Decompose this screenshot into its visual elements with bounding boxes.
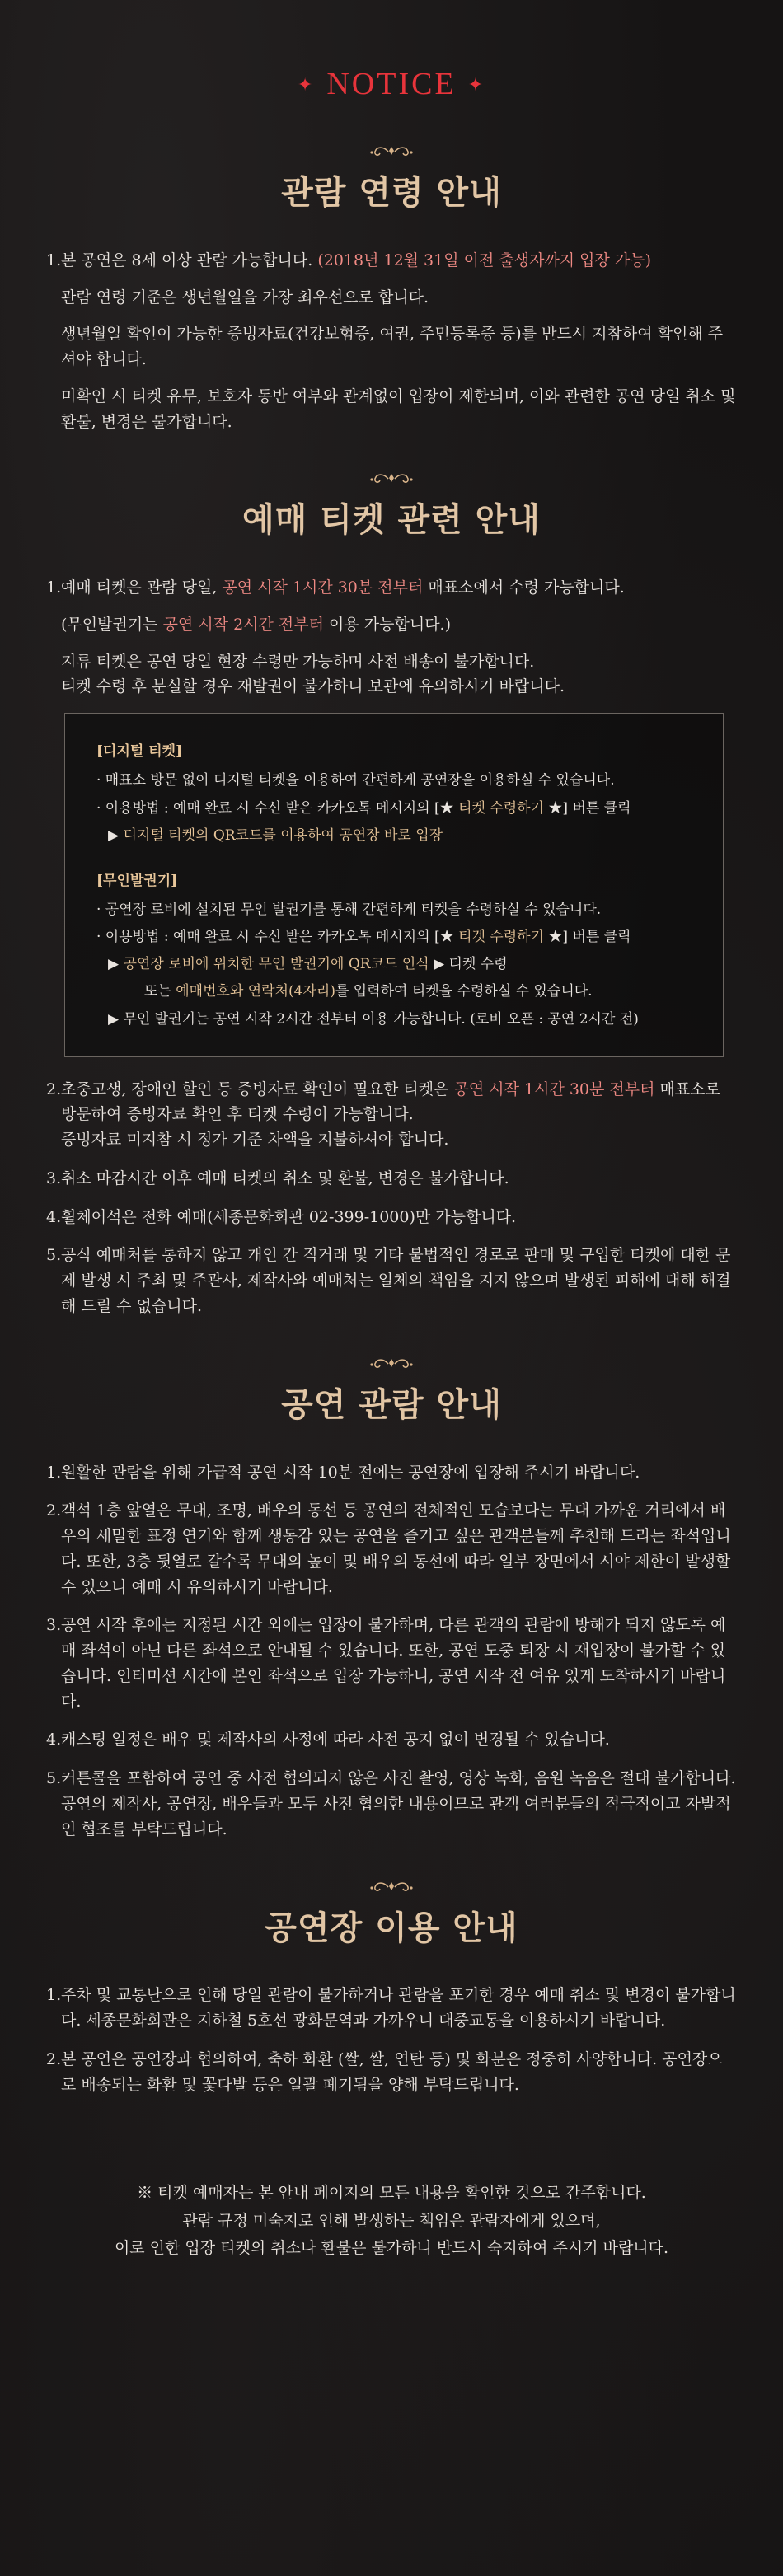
list-item xyxy=(46,1983,737,2034)
list-item xyxy=(46,1766,737,1842)
highlight-text: 공연 시작 1시간 30분 전부터 xyxy=(222,578,424,597)
list-item xyxy=(46,1243,737,1318)
box-line: ▶ 무인 발권기는 공연 시작 2시간 전부터 이용 가능합니다. (로비 오픈 : 공연 2시간 전) xyxy=(108,1010,639,1028)
footer-line: 관람 규정 미숙지로 인해 발생하는 책임은 관람자에게 있으며, xyxy=(182,2211,601,2230)
item-text: 취소 마감시간 이후 예매 티켓의 취소 및 환불, 변경은 불가합니다. xyxy=(61,1169,509,1187)
item-number: 2. xyxy=(46,1501,62,1520)
box-line: · 공연장 로비에 설치된 무인 발권기를 통해 간편하게 티켓을 수령하실 수 있습니다. xyxy=(96,901,602,918)
section-title: 예매 티켓 관련 안내 xyxy=(242,500,541,540)
item-text: 매표소로 방문하여 증빙자료 확인 후 티켓 수령이 가능합니다. xyxy=(61,1080,720,1124)
footer-line: ※ 티켓 예매자는 본 안내 페이지의 모든 내용을 확인한 것으로 간주합니다. xyxy=(137,2184,646,2203)
item-number: 1. xyxy=(46,251,62,269)
item-text: 공식 예매처를 통하지 않고 개인 간 직거래 및 기타 불법적인 경로로 판매 및 구입한 티켓에 대한 문제 발생 시 주최 및 주관사, 제작사와 예매처는 일체의 책임을 지지 않으며 발생된 피해에 대해 해결해 드릴 수 없습니다. xyxy=(61,1246,731,1316)
list-item xyxy=(46,575,737,700)
section-ticket xyxy=(46,471,737,1318)
section-title: 공연 관람 안내 xyxy=(281,1384,502,1424)
highlight-text: 공연 시작 1시간 30분 전부터 xyxy=(453,1080,655,1098)
item-text: (무인발권기는 xyxy=(61,615,163,634)
notice-header xyxy=(46,0,737,107)
ornament-icon xyxy=(365,471,418,489)
item-text: 객석 1층 앞열은 무대, 조명, 배우의 동선 등 공연의 전체적인 모습보다는 무대 가까운 거리에서 배우의 세밀한 표정 연기와 함께 생동감 있는 공연을 즐기고 싶은 관객분들께 추천해 드리는 좌석입니다. 또한, 3층 뒷열로 갈수록 무대의 높이 및 배우의 동선에 따라 일부 장면에서 시야 제한이 발생할 수 있으니 예매 시 유의하시기 바랍니다. xyxy=(61,1501,731,1596)
list-item xyxy=(46,1077,737,1153)
list-item xyxy=(46,1166,737,1192)
footer-note xyxy=(46,2180,737,2262)
highlight-text: (2018년 12월 31일 이전 출생자까지 입장 가능) xyxy=(317,251,652,269)
box-line: · 이용방법 : 예매 완료 시 수신 받은 카카오톡 메시지의 [★ 티켓 수령하기 ★] 버튼 클릭 xyxy=(96,929,631,946)
sparkle-icon: ✦ xyxy=(467,74,486,95)
kiosk-heading: [무인발권기] xyxy=(96,872,178,889)
section-age xyxy=(46,143,737,434)
list-item xyxy=(46,1460,737,1486)
list-item xyxy=(46,1498,737,1599)
footer-line: 이로 인한 입장 티켓의 취소나 환불은 불가하니 반드시 숙지하여 주시기 바랍니다. xyxy=(114,2238,669,2257)
item-number: 5. xyxy=(46,1246,62,1265)
list-item xyxy=(46,2047,737,2098)
item-number: 5. xyxy=(46,1769,62,1788)
item-number: 3. xyxy=(46,1169,62,1187)
notice-title: NOTICE xyxy=(326,67,457,101)
item-text: 미확인 시 티켓 유무, 보호자 동반 여부와 관계없이 입장이 제한되며, 이와 관련한 공연 당일 취소 및 환불, 변경은 불가합니다. xyxy=(61,386,736,431)
item-text: 매표소에서 수령 가능합니다. xyxy=(423,578,625,597)
item-text: 휠체어석은 전화 예매(세종문화회관 02-399-1000)만 가능합니다. xyxy=(61,1207,517,1226)
item-number: 1. xyxy=(46,1463,62,1482)
item-text: 예매 티켓은 관람 당일, xyxy=(61,578,223,597)
item-text: 초중고생, 장애인 할인 등 증빙자료 확인이 필요한 티켓은 xyxy=(61,1080,454,1098)
box-line: · 이용방법 : 예매 완료 시 수신 받은 카카오톡 메시지의 [★ 티켓 수령하기 ★] 버튼 클릭 xyxy=(96,799,631,817)
item-text: 캐스팅 일정은 배우 및 제작사의 사정에 따라 사전 공지 없이 변경될 수 있습니다. xyxy=(61,1731,610,1749)
item-text: 본 공연은 8세 이상 관람 가능합니다. xyxy=(61,251,318,269)
item-text: 생년월일 확인이 가능한 증빙자료(건강보험증, 여권, 주민등록증 등)를 반드시 지참하여 확인해 주셔야 합니다. xyxy=(61,325,724,369)
item-text: 티켓 수령 후 분실할 경우 재발권이 불가하니 보관에 유의하시기 바랍니다. xyxy=(61,677,565,696)
section-title: 관람 연령 안내 xyxy=(281,173,502,212)
list-item xyxy=(46,1613,737,1714)
highlight-text: 공연 시작 2시간 전부터 xyxy=(162,615,324,634)
list-item xyxy=(46,1205,737,1230)
ticket-info-box xyxy=(64,713,724,1056)
item-text: 공연 시작 후에는 지정된 시간 외에는 입장이 불가하며, 다른 관객의 관람에 방해가 되지 않도록 예매 좌석이 아닌 다른 좌석으로 안내될 수 있습니다. 또한, 공연 도중 퇴장 시 재입장이 불가할 수 있습니다. 인터미션 시간에 본인 좌석으로 입장 가능하니, 공연 시작 전 여유 있게 도착하시기 바랍니다. xyxy=(61,1616,726,1711)
item-number: 2. xyxy=(46,1080,62,1098)
box-line: · 매표소 방문 없이 디지털 티켓을 이용하여 간편하게 공연장을 이용하실 수 있습니다. xyxy=(96,772,615,789)
item-number: 2. xyxy=(46,2049,62,2068)
box-line: ▶ 공연장 로비에 위치한 무인 발권기에 QR코드 인식 ▶ 티켓 수령 xyxy=(108,956,508,973)
ornament-icon xyxy=(365,1356,418,1374)
ornament-icon xyxy=(365,143,418,162)
item-text: 커튼콜을 포함하여 공연 중 사전 협의되지 않은 사진 촬영, 영상 녹화, 음원 녹음은 절대 불가합니다. 공연의 제작사, 공연장, 배우들과 모두 사전 협의한 내용이므로 관객 여러분들의 적극적이고 자발적인 협조를 부탁드립니다. xyxy=(61,1769,736,1838)
item-number: 4. xyxy=(46,1731,62,1749)
item-text: 지류 티켓은 공연 당일 현장 수령만 가능하며 사전 배송이 불가합니다. xyxy=(61,652,535,671)
box-line: 또는 예매번호와 연락처(4자리)를 입력하여 티켓을 수령하실 수 있습니다. xyxy=(144,983,593,1000)
item-text: 본 공연은 공연장과 협의하여, 축하 화환 (쌀, 쌀, 연탄 등) 및 화분은 정중히 사양합니다. 공연장으로 배송되는 화환 및 꽃다발 등은 일괄 폐기됨을 양해 부탁드립니다. xyxy=(61,2049,723,2094)
box-line: ▶ 디지털 티켓의 QR코드를 이용하여 공연장 바로 입장 xyxy=(108,827,443,844)
item-number: 3. xyxy=(46,1616,62,1635)
digital-ticket-heading: [디지털 티켓] xyxy=(96,743,183,761)
item-number: 1. xyxy=(46,1986,62,2005)
section-viewing xyxy=(46,1356,737,1843)
list-item xyxy=(46,248,737,435)
item-text: 주차 및 교통난으로 인해 당일 관람이 불가하거나 관람을 포기한 경우 예매 취소 및 변경이 불가합니다. 세종문화회관은 지하철 5호선 광화문역과 가까우니 대중교통을 이용하시기 바랍니다. xyxy=(61,1986,736,2030)
section-venue xyxy=(46,1879,737,2098)
item-number: 1. xyxy=(46,578,62,597)
sparkle-icon: ✦ xyxy=(297,74,316,95)
item-text: 원활한 관람을 위해 가급적 공연 시작 10분 전에는 공연장에 입장해 주시기 바랍니다. xyxy=(61,1463,640,1482)
item-number: 4. xyxy=(46,1207,62,1226)
list-item xyxy=(46,1727,737,1753)
section-title: 공연장 이용 안내 xyxy=(265,1908,518,1947)
ornament-icon xyxy=(365,1879,418,1897)
item-text: 관람 연령 기준은 생년월일을 가장 최우선으로 합니다. xyxy=(61,288,429,307)
item-text: 증빙자료 미지참 시 정가 기준 차액을 지불하셔야 합니다. xyxy=(61,1131,449,1150)
item-text: 이용 가능합니다.) xyxy=(323,615,451,634)
